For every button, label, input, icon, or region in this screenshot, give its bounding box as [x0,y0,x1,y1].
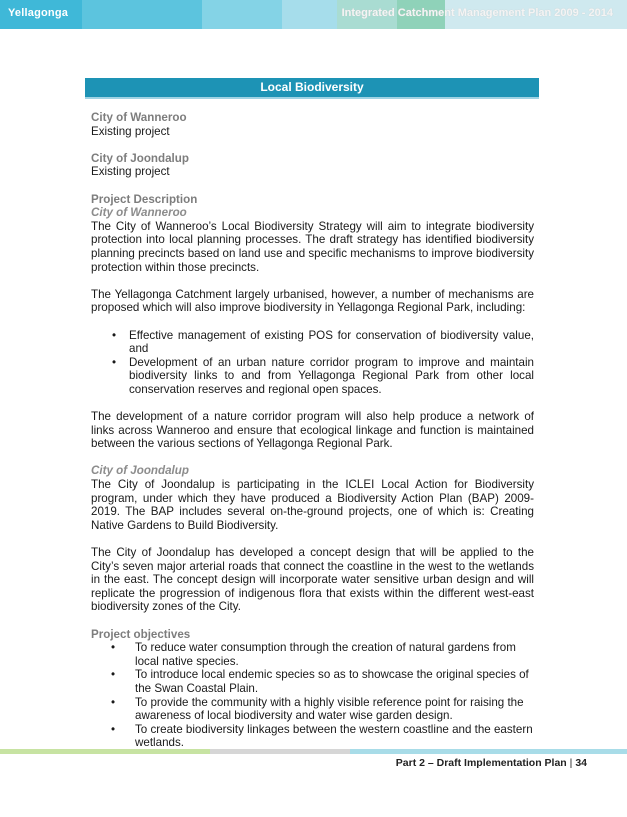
wanneroo-paragraph-3: The development of a nature corridor program will also help produce a network of links across Wanneroo and ensure that ecological linkage and function is maintained between the various sections of Yellagonga Regional Park. [91,410,534,451]
bullet-icon: • [111,668,116,682]
joondalup-paragraph-2: The City of Joondalup has developed a concept design that will be applied to the City’s seven major arterial roads that connect the coastline in the west to the wetlands in the east. The concept design will incorporate water sensitive urban design and will replicate the progression of indigenous flora that exists within the different west-east biodiversity zones of the City. [91,546,534,614]
section-title: Local Biodiversity [85,78,539,99]
bullet-icon: • [112,355,117,369]
main-content [91,111,534,750]
list-item: • To create biodiversity linkages between the western coastline and the eastern wetlands. [111,722,533,750]
bullet-icon: • [111,695,116,709]
bullet-icon: • [112,328,117,342]
wanneroo-paragraph-1: The City of Wanneroo’s Local Biodiversity Strategy will aim to integrate biodiversity protection into local planning processes. The draft strategy has identified biodiversity planning precincts based on land use and specific mechanisms to improve biodiversity protection within those precincts. [91,219,534,274]
page-number: 34 [575,757,587,769]
wanneroo-paragraph-2: The Yellagonga Catchment largely urbanised, however, a number of mechanisms are proposed which will also improve biodiversity in Yellagonga Regional Park, including: [91,287,534,315]
joondalup-subheading: City of Joondalup [91,464,189,478]
brand-name: Yellagonga [8,7,69,19]
bullet-icon: • [111,722,116,736]
footer-label: Part 2 – Draft Implementation Plan [395,757,567,769]
joondalup-status: Existing project [91,165,170,179]
wanneroo-bullet-list [91,329,534,397]
objectives-heading: Project objectives [91,627,191,641]
wanneroo-heading: City of Wanneroo [91,111,187,124]
list-item: • Development of an urban nature corridor program to improve and maintain biodiversity links to and from Yellagonga Regional Park from other local conservation reserves and regional open spaces. [112,355,534,396]
list-item: • To introduce local endemic species so as to showcase the original species of the Swan Coastal Plain. [111,668,529,695]
objectives-list [91,641,534,750]
description-heading: Project Description [91,192,198,206]
wanneroo-subheading: City of Wanneroo [91,206,187,220]
joondalup-heading: City of Joondalup [91,151,189,165]
list-item: • Effective management of existing POS for conservation of biodiversity value, and [112,328,534,356]
wanneroo-status: Existing project [91,124,170,138]
list-item: • To reduce water consumption through the creation of natural gardens from local native species. [111,641,516,668]
list-item: • To provide the community with a highly visible reference point for raising the awareness of local biodiversity and water wise garden design. [111,695,524,723]
joondalup-paragraph-1: The City of Joondalup is participating in the ICLEI Local Action for Biodiversity program, under which they have produced a Biodiversity Action Plan (BAP) 2009-2019. The BAP includes several on-the-ground projects, one of which is: Creating Native Gardens to Build Biodiversity. [91,478,534,532]
footer-rule [0,749,627,754]
bullet-icon: • [111,641,116,655]
footer-separator: | [569,757,573,769]
page-footer [396,757,587,769]
document-title: Integrated Catchment Management Plan 2009 - 2014 [341,7,613,19]
